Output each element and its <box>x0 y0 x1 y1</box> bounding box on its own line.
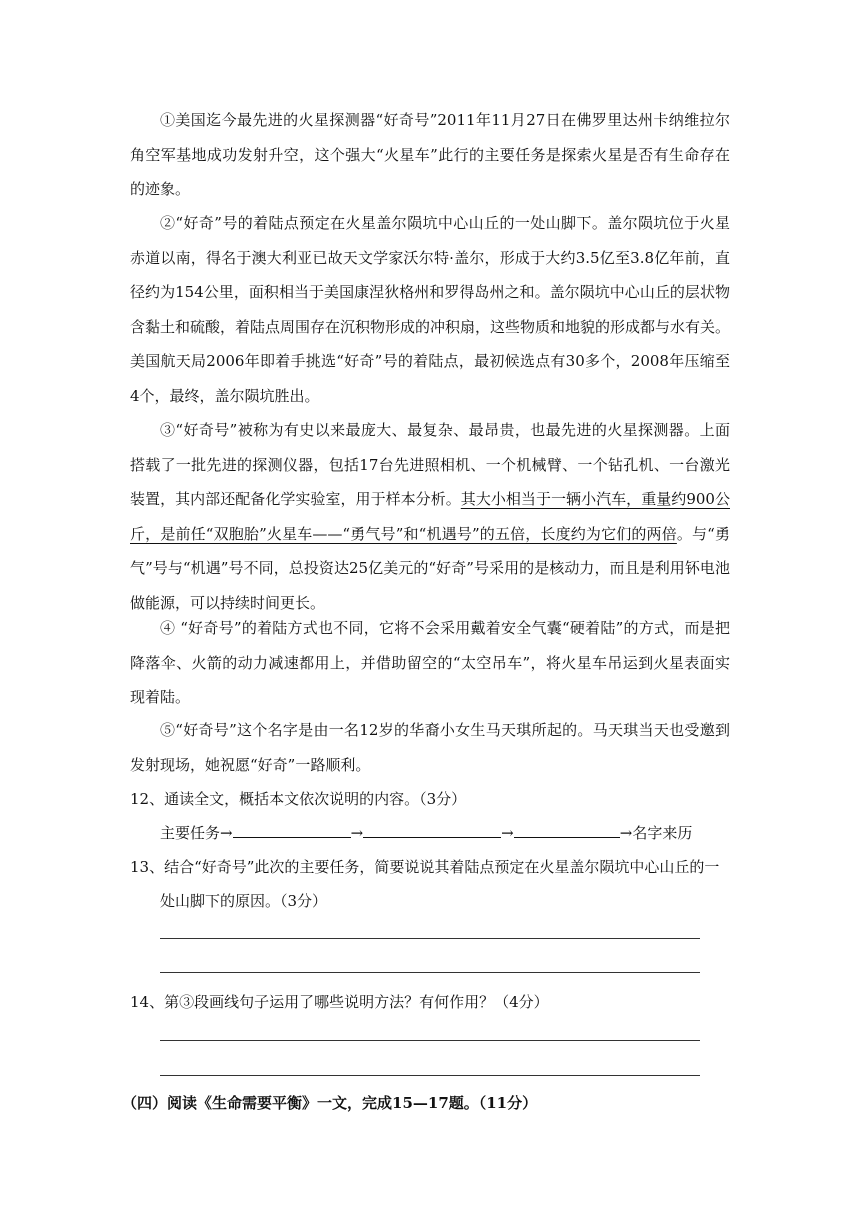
answer-line[interactable] <box>160 938 700 939</box>
answer-blank-2[interactable] <box>363 819 501 838</box>
question-14: 14、第③段画线句子运用了哪些说明方法？有何作用？（4分） <box>130 993 549 1011</box>
question-12-answer-row <box>160 816 692 850</box>
answer-line[interactable] <box>160 1040 700 1041</box>
arrow-icon: → <box>350 824 364 842</box>
arrow-icon: → <box>220 824 233 842</box>
passage-paragraph-5: ⑤“好奇号”这个名字是由一名12岁的华裔小女生马天琪所起的。马天琪当天也受邀到发射现场，她祝愿“好奇”一路顺利。 <box>130 721 730 774</box>
passage-paragraph-2: ②“好奇”号的着陆点预定在火星盖尔陨坑中心山丘的一处山脚下。盖尔陨坑位于火星赤道以南，得名于澳大利亚已故天文学家沃尔特·盖尔，形成于大约3.5亿至3.8亿年前，直径约为154公里，面积相当于美国康涅狄格州和罗得岛州之和。盖尔陨坑中心山丘的层状物含黏土和硫酸，着陆点周围存在沉积物形成的冲积扇，这些物质和地貌的形成都与水有关。美国航天局2006年即着手挑选“好奇”号的着陆点，最初候选点有30多个，2008年压缩至4个，最终，盖尔陨坑胜出。 <box>130 214 731 405</box>
passage-paragraph-1: ①美国迄今最先进的火星探测器“好奇号”2011年11月27日在佛罗里达州卡纳维拉尔角空军基地成功发射升空，这个强大“火星车”此行的主要任务是探索火星是否有生命存在的迹象。 <box>130 111 730 198</box>
arrow-icon: → <box>501 824 514 842</box>
paragraph-3-text-after: 。与“勇气”号与“机遇”号不同，总投资达25亿美元的“好奇”号采用的是核动力，而且是利用钚电池做能源，可以持续时间更长。 <box>130 524 731 612</box>
answer-end-label: 名字来历 <box>632 824 693 842</box>
answer-start-label: 主要任务 <box>160 824 221 842</box>
passage-paragraph-4: ④ “好奇号”的着陆方式也不同，它将不会采用戴着安全气囊“硬着陆”的方式，而是把降落伞、火箭的动力减速都用上，并借助留空的“太空吊车”，将火星车吊运到火星表面实现着陆。 <box>130 619 730 706</box>
section-four-heading: （四）阅读《生命需要平衡》一文，完成15—17题。（11分） <box>122 1094 538 1112</box>
question-12: 12、通读全文，概括本文依次说明的内容。（3分） <box>130 790 467 808</box>
answer-blank-1[interactable] <box>233 819 351 838</box>
answer-line[interactable] <box>160 1075 700 1076</box>
paragraph-3-text-before: ③“好奇号”被称为有史以来最庞大、最复杂、最昂贵，也最先进的火星探测器。上面搭载了一批先进的探测仪器，包括17台先进照相机、一个机械臂、一个钻孔机、一台激光装置，其内部还配备化学实验室，用于样本分析。 <box>130 421 730 508</box>
question-13-continued: 处山脚下的原因。（3分） <box>160 892 328 910</box>
answer-blank-3[interactable] <box>514 819 620 838</box>
underlined-sentence: 其大小相当于一辆小汽车，重量约900公斤，是前任“双胞胎”火星车——“勇气号”和“机遇号”的五倍，长度约为它们的两倍 <box>130 490 730 543</box>
question-13: 13、结合“好奇号”此次的主要任务，简要说说其着陆点预定在火星盖尔陨坑中心山丘的一 <box>130 858 720 876</box>
answer-line[interactable] <box>160 972 700 973</box>
arrow-icon: → <box>619 824 633 842</box>
passage-paragraph-3 <box>130 413 730 620</box>
